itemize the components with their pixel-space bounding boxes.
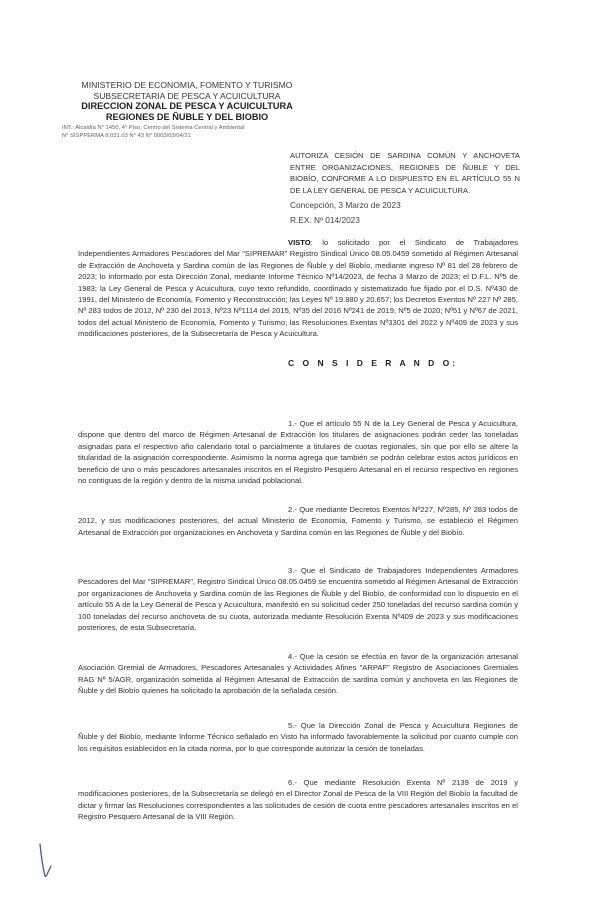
considerando-3 [78, 565, 518, 633]
header-line-regiones: REGIONES DE ÑUBLE Y DEL BIOBIO [105, 111, 269, 122]
institution-header [62, 80, 312, 122]
header-line-ministry: MINISTERIO DE ECONOMIA, FOMENTO Y TURISMO [81, 80, 293, 90]
considerando-2 [78, 504, 518, 538]
considerando-5 [78, 720, 518, 754]
resolution-number: R.EX. Nº 014/2023 [290, 215, 360, 225]
considerando-4 [78, 651, 518, 697]
considerando-1 [78, 418, 518, 486]
considerando-4-text: 4.- Que la cesión se efectúa en favor de la organización artesanal Asociación Gremial de Armadores, Pescadores Artesanales y Actividades Afines "ARPAF" Registro de Asociaciones Gremiales RAG Nº 5/AGR, organización sometida al Régimen Artesanal de Extracción de sardina común y anchoveta en las Regiones de Ñuble y del Biobío quienes ha solicitado la aprobación de la señalada cesión. [78, 652, 518, 696]
visto-label: VISTO [288, 238, 311, 247]
considerando-1-text: 1.- Que el artículo 55 N de la Ley General de Pesca y Acuicultura, dispone que dentro del marco de Régimen Artesanal de Extracción los titulares de asignaciones podrán ceder las toneladas asignadas para el respectivo año calendario total o parcialmente a titulares de cuotas regionales, sin que por ello se altere la titularidad de la asignación correspondiente. Asimismo la norma agrega que también se podrán celebrar estos actos jurídicos en beneficio de uno o más pescadores artesanales inscritos en el Registro Pesquero Artesanal en el recurso respectivo en regiones no contiguas de la región y dentro de la misma unidad poblacional. [78, 419, 518, 486]
address-line-2: N° SISPPERMA 8.031.03 N° 43 N° 0003/03/04/21 [62, 132, 191, 139]
considerando-2-text: 2.- Que mediante Decretos Exentos Nº227, Nº285, Nº 283 todos de 2012, y sus modificaciones posteriores, del actual Ministerio de Economía, Fomento y Turismo, se estableció el Régimen Artesanal de Extracción por organizaciones en Anchoveta y Sardina común en las Regiones de Ñuble y del Biobío. [78, 505, 518, 537]
date-line: Concepción, 3 Marzo de 2023 [290, 200, 401, 210]
document-reference: AUTORIZA CESIÓN DE SARDINA COMÚN Y ANCHOVETA ENTRE ORGANIZACIONES, REGIONES DE ÑUBLE Y DEL BIOBÍO, CONFORME A LO DISPUESTO EN EL ARTÍCULO 55 N DE LA LEY GENERAL DE PESCA Y ACUICULTURA. [290, 151, 520, 195]
header-line-direccion: DIRECCION ZONAL DE PESCA Y ACUICULTURA [81, 101, 293, 112]
signature-mark-icon [36, 842, 56, 882]
considerando-5-text: 5.- Que la Dirección Zonal de Pesca y Acuicultura Regiones de Ñuble y del Biobío, mediante Informe Técnico señalado en Visto ha informado favorablemente la solicitud por cuanto cumple con los requisitos establecidos en la citada norma, por lo que corresponde autorizar la cesión de toneladas. [78, 721, 518, 753]
header-address [62, 125, 322, 140]
considerando-6-text: 6.- Que mediante Resolución Exenta Nº 2139 de 2019 y modificaciones posteriores, de la Subsecretaría se delegó en el Director Zonal de Pesca de la VIII Región del Biobío la facultad de dictar y firmar las Resoluciones correspondientes a las solicitudes de cesión de cuota entre pescadores artesanales inscritos en el Registro Pesquero Artesanal de la VIII Región. [78, 778, 518, 822]
header-line-subsecretaria: SUBSECRETARIA DE PESCA Y ACUICULTURA [93, 90, 281, 101]
visto-section [78, 237, 518, 340]
visto-text: : lo solicitado por el Sindicato de Trabajadores Independientes Armadores Pescadores del Mar "SIPREMAR" Registro Sindical Único 08.05.0459 sometido al Régimen Artesanal de Extracción de Anchoveta y Sardina común de las Regiones de Ñuble y del Biobío, mediante ingreso Nº 81 del 28 febrero de 2023; lo informado por esta Dirección Zonal, mediante Informe Técnico Nº14/2023, de fecha 3 Marzo de 2023; el D.F.L. Nº5 de 1983; la Ley General de Pesca y Acuicultura, cuyo texto refundido, coordinado y sistematizado fue fijado por el D.S. Nº430 de 1991, del Ministerio de Economía, Fomento y Reconstrucción; las Leyes Nº 19.880 y 20.657; los Decretos Exentos Nº 227 Nº 285, Nº 283 todos de 2012, Nº 230 del 2013, Nº23 Nº1114 del 2015, Nº35 del 2016 Nº241 de 2019, Nº5 de 2020; Nº51 y Nº67 de 2021, todos del actual Ministerio de Economía, Fomento y Turismo; las Resoluciones Exentas Nº3301 del 2022 y Nº409 de 2023 y sus modificaciones posteriores, de la Subsecretaría de Pesca y Acuicultura. [78, 238, 518, 339]
considerando-6 [78, 777, 518, 823]
address-line-1: INT.: Alcaldía N° 1450, 4° Piso, Centro del Sistema Central y Ambiental [62, 125, 245, 131]
considerando-3-text: 3.- Que el Sindicato de Trabajadores Independientes Armadores Pescadores del Mar "SIPREMAR", Registro Sindical Único 08.05.0459 se encuentra sometido al Régimen Artesanal de Extracción por organizaciones de Anchoveta y Sardina común de las Regiones de Ñuble y del Biobío, de conformidad con lo dispuesto en el artículo 55 A de la Ley General de Pesca y Acuicultura, manifestó en su solicitud ceder 250 toneladas del recurso sardina común y 100 toneladas del recurso anchoveta de su cuota, autorizada mediante Resolución Exenta Nº409 de 2023 y sus modificaciones posteriores, de esta Subsecretaría. [78, 566, 518, 633]
considerando-title: C O N S I D E R A N D O: [288, 358, 459, 368]
